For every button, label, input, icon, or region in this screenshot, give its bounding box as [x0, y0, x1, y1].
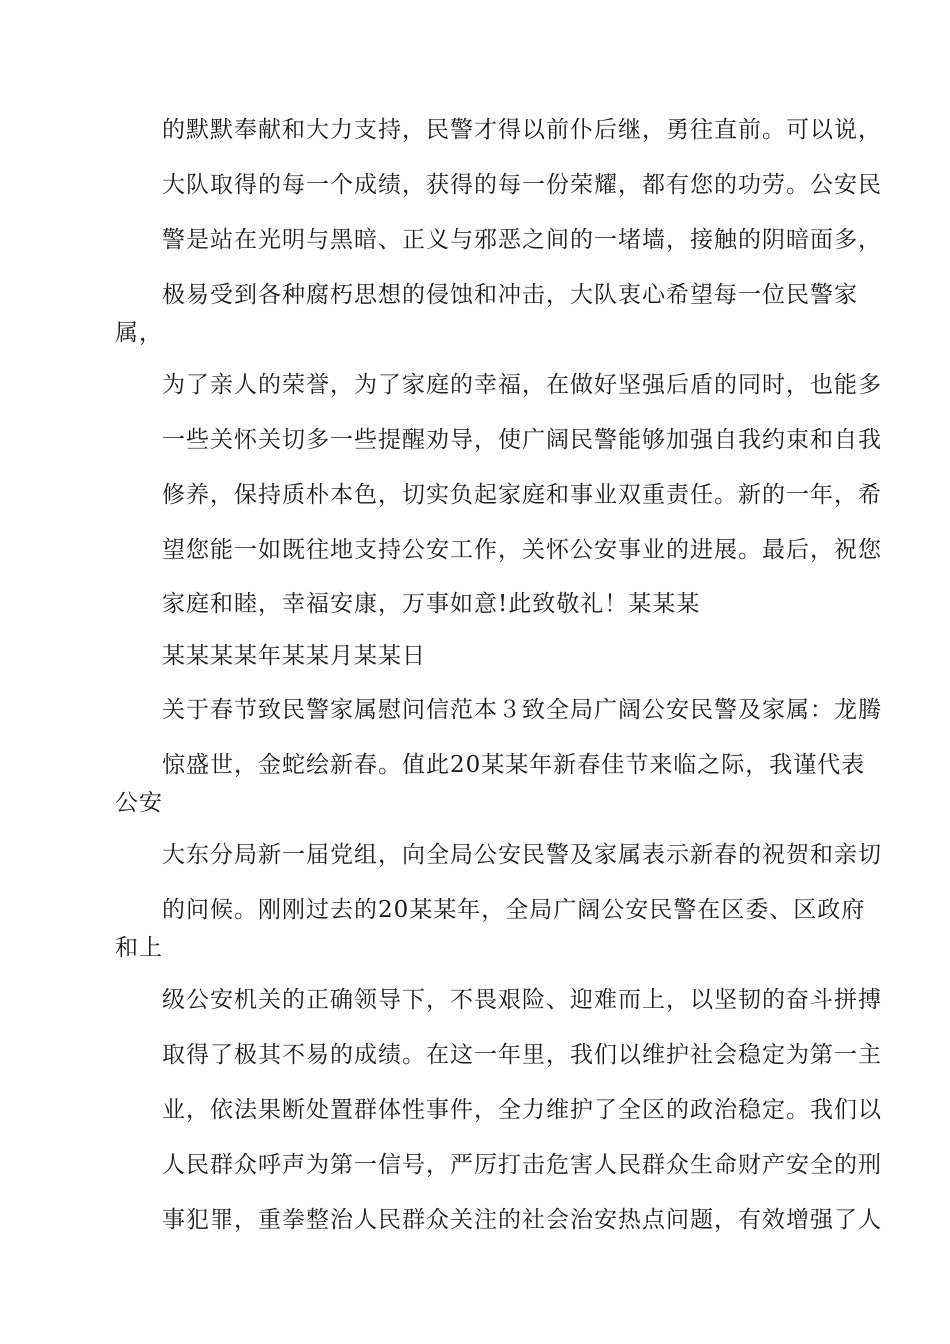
text-line: 一些关怀关切多一些提醒劝导，使广阔民警能够加强自我约束和自我	[162, 427, 882, 453]
text-line-wrap: 和上	[115, 935, 163, 961]
text-line: 关于春节致民警家属慰问信范本３致全局广阔公安民警及家属：龙腾	[162, 697, 882, 723]
text-line: 取得了极其不易的成绩。在这一年里，我们以维护社会稳定为第一主	[162, 1042, 882, 1068]
text-line-wrap: 公安	[115, 790, 163, 816]
text-line-wrap: 属，	[115, 320, 163, 346]
text-line: 为了亲人的荣誉，为了家庭的幸福，在做好坚强后盾的同时，也能多	[162, 372, 882, 398]
text-line: 惊盛世，金蛇绘新春。值此20某某年新春佳节来临之际，我谨代表	[162, 752, 866, 778]
text-line: 的问候。刚刚过去的20某某年，全局广阔公安民警在区委、区政府	[162, 897, 866, 923]
text-line: 修养，保持质朴本色，切实负起家庭和事业双重责任。新的一年，希	[162, 482, 882, 508]
text-line: 警是站在光明与黑暗、正义与邪恶之间的一堵墙，接触的阴暗面多，	[162, 227, 882, 253]
text-line: 望您能一如既往地支持公安工作，关怀公安事业的进展。最后，祝您	[162, 537, 882, 563]
text-line: 业，依法果断处置群体性事件，全力维护了全区的政治稳定。我们以	[162, 1097, 882, 1123]
text-line: 家庭和睦，幸福安康，万事如意!此致敬礼！某某某	[162, 591, 701, 617]
text-line: 的默默奉献和大力支持，民警才得以前仆后继，勇往直前。可以说，	[162, 117, 882, 143]
text-line: 级公安机关的正确领导下，不畏艰险、迎难而上，以坚韧的奋斗拼搏	[162, 987, 882, 1013]
text-line: 大东分局新一届党组，向全局公安民警及家属表示新春的祝贺和亲切	[162, 842, 882, 868]
signature-date: 某某某某年某某月某某日	[162, 643, 426, 669]
text-line: 大队取得的每一个成绩，获得的每一份荣耀，都有您的功劳。公安民	[162, 172, 882, 198]
text-line: 极易受到各种腐朽思想的侵蚀和冲击，大队衷心希望每一位民警家	[162, 282, 858, 308]
text-line: 事犯罪，重拳整治人民群众关注的社会治安热点问题，有效增强了人	[162, 1207, 882, 1233]
text-line: 人民群众呼声为第一信号，严厉打击危害人民群众生命财产安全的刑	[162, 1152, 882, 1178]
